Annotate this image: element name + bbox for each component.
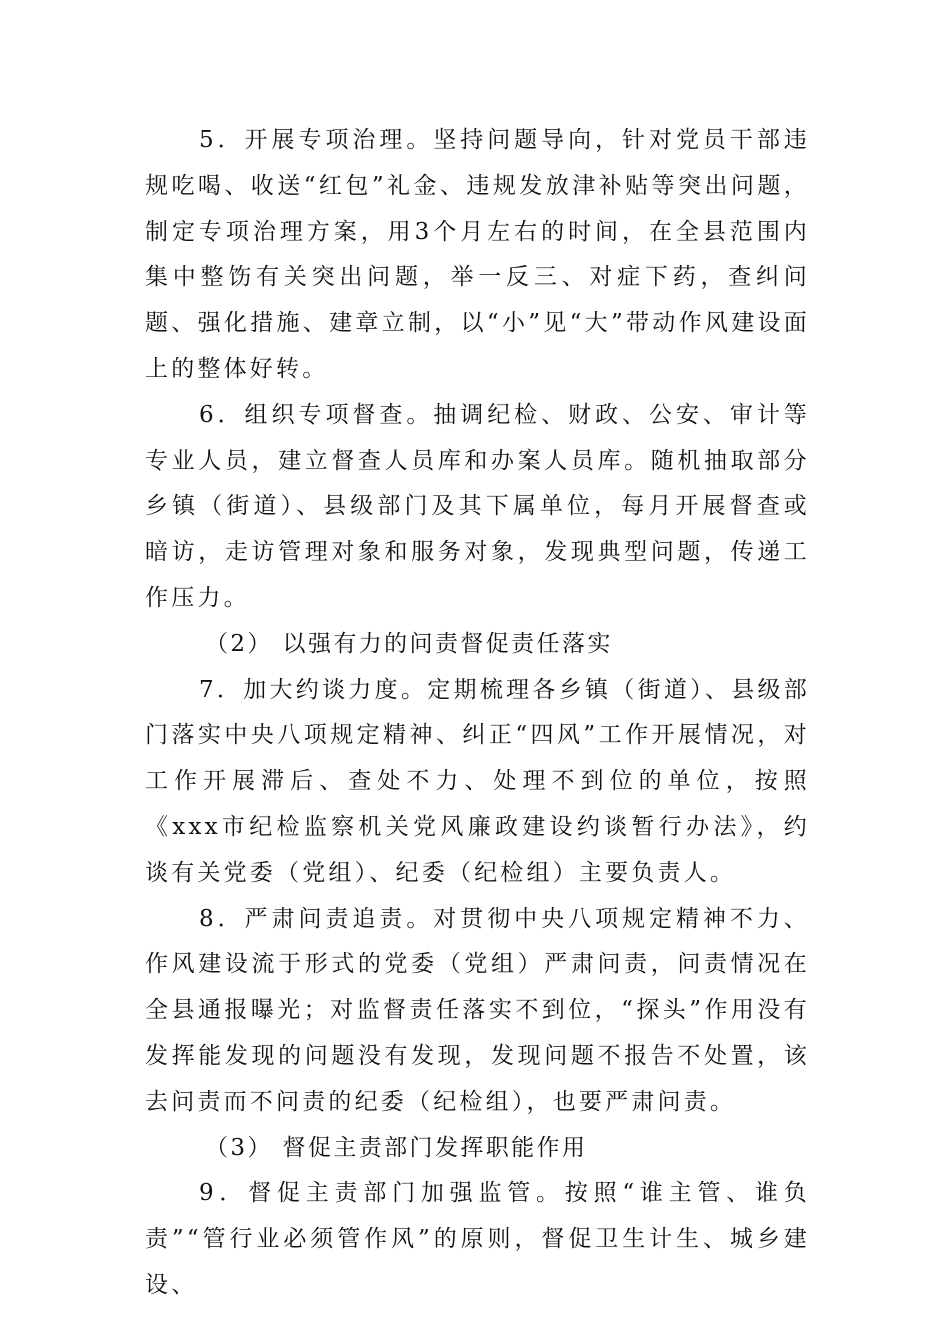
- section-heading-2: （2） 以强有力的问责督促责任落实: [205, 630, 613, 657]
- document-body: [145, 118, 810, 1309]
- section-heading-3: （3） 督促主责部门发挥职能作用: [205, 1134, 588, 1161]
- paragraph-5: 5．开展专项治理。坚持问题导向，针对党员干部违规吃喝、收送“红包”礼金、违规发放津补贴等突出问题，制定专项治理方案，用3个月左右的时间，在全县范围内集中整饬有关突出问题，举一反三、对症下药，查纠问题、强化措施、建章立制，以“小”见“大”带动作风建设面上的整体好转。: [145, 127, 810, 382]
- paragraph-9: 9．督促主责部门加强监管。按照“谁主管、谁负责”“管行业必须管作风”的原则，督促卫生计生、城乡建设、: [145, 1180, 810, 1298]
- paragraph-6: 6．组织专项督查。抽调纪检、财政、公安、审计等专业人员，建立督查人员库和办案人员库。随机抽取部分乡镇（街道）、县级部门及其下属单位，每月开展督查或暗访，走访管理对象和服务对象，发现典型问题，传递工作压力。: [145, 401, 810, 611]
- paragraph-8: 8．严肃问责追责。对贯彻中央八项规定精神不力、作风建设流于形式的党委（党组）严肃问责，问责情况在全县通报曝光；对监督责任落实不到位，“探头”作用没有发挥能发现的问题没有发现，发现问题不报告不处置，该去问责而不问责的纪委（纪检组），也要严肃问责。: [145, 905, 810, 1115]
- paragraph-7: 7．加大约谈力度。定期梳理各乡镇（街道）、县级部门落实中央八项规定精神、纠正“四风”工作开展情况，对工作开展滞后、查处不力、处理不到位的单位，按照《xxx市纪检监察机关党风廉政建设约谈暂行办法》，约谈有关党委（党组）、纪委（纪检组）主要负责人。: [145, 676, 810, 886]
